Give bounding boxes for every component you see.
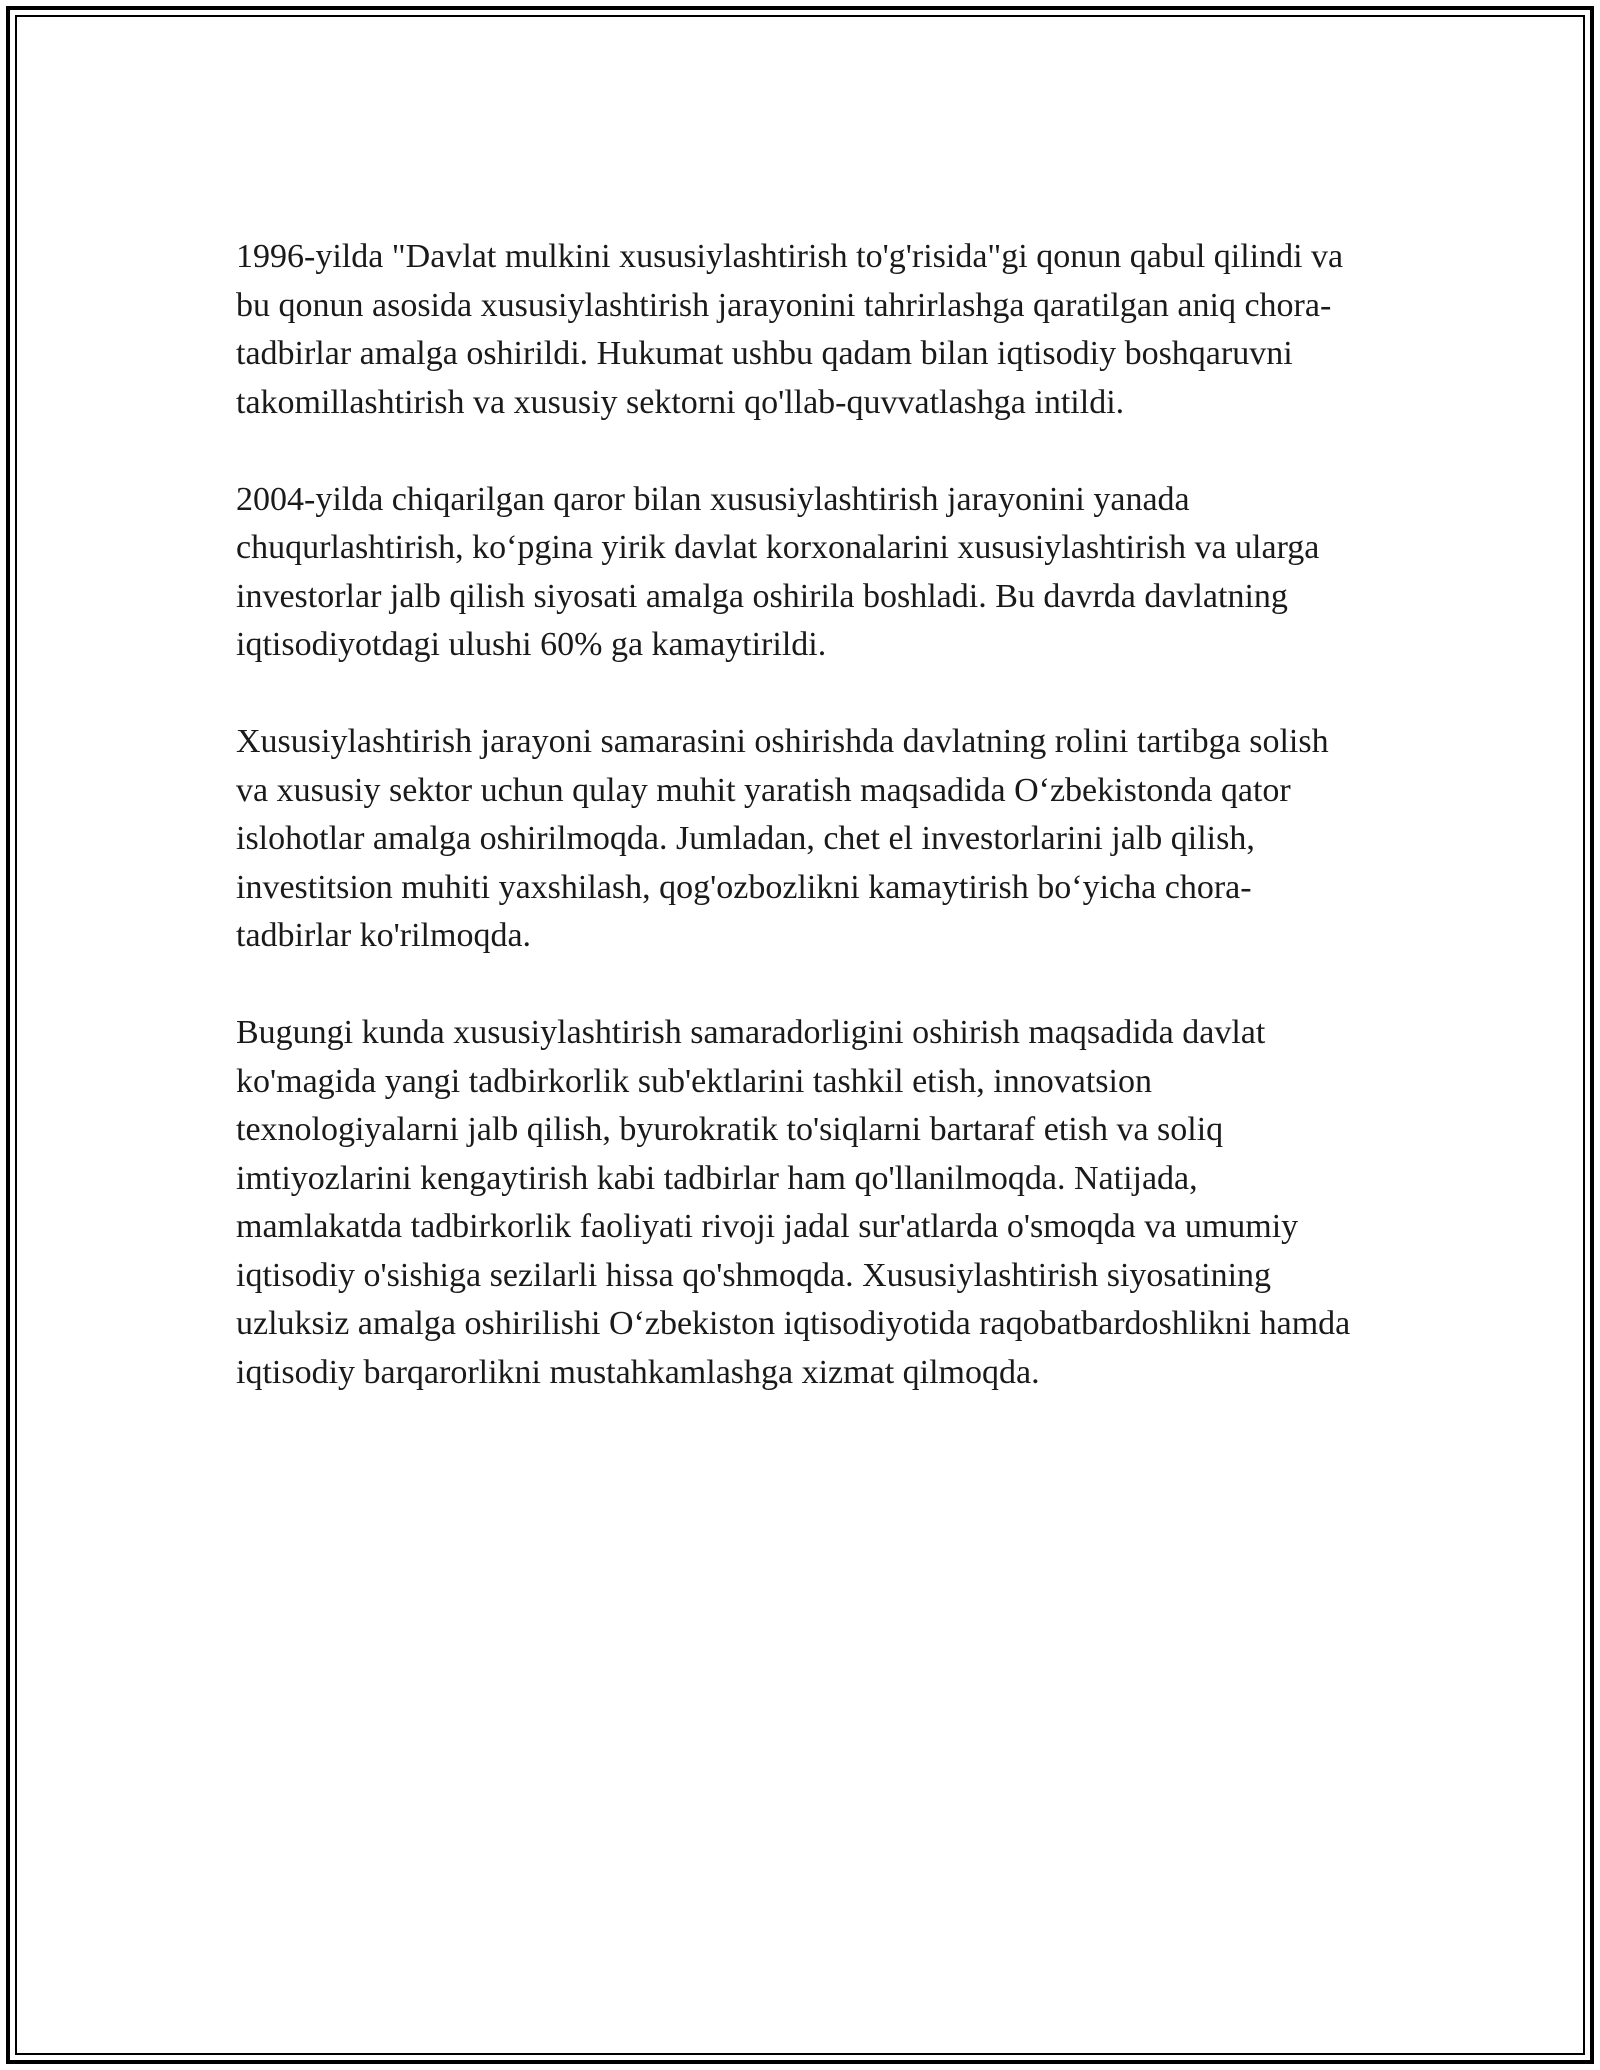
paragraph-2: 2004-yilda chiqarilgan qaror bilan xususiylashtirish jarayonini yanada chuqurlashtirish, ko‘pgina yirik davlat korxonalarini xususiylashtirish va ularga investorlar jalb qilish siyosati amalga oshirila boshladi. Bu davrda davlatning iqtisodiyotdagi ulushi 60% ga kamaytirildi.	[236, 480, 1320, 663]
paragraph-1: 1996-yilda "Davlat mulkini xususiylashtirish to'g'risida"gi qonun qabul qilindi va bu qonun asosida xususiylashtirish jarayonini tahrirlashga qaratilgan aniq chora-tadbirlar amalga oshirildi. Hukumat ushbu qadam bilan iqtisodiy boshqaruvni takomillashtirish va xususiy sektorni qo'llab-quvvatlashga intildi.	[236, 238, 1344, 421]
paragraph-3: Xususiylashtirish jarayoni samarasini oshirishda davlatning rolini tartibga solish va xususiy sektor uchun qulay muhit yaratish maqsadida O‘zbekistonda qator islohotlar amalga oshirilmoqda. Jumladan, chet el investorlarini jalb qilish, investitsion muhiti yaxshilash, qog'ozbozlikni kamaytirish bo‘yicha chora-tadbirlar ko'rilmoqda.	[236, 723, 1329, 954]
paragraph-4: Bugungi kunda xususiylashtirish samaradorligini oshirish maqsadida davlat ko'magida yangi tadbirkorlik sub'ektlarini tashkil etish, innovatsion texnologiyalarni jalb qilish, byurokratik to'siqlarni bartaraf etish va soliq imtiyozlarini kengaytirish kabi tadbirlar ham qo'llanilmoqda. Natijada, mamlakatda tadbirkorlik faoliyati rivoji jadal sur'atlarda o'smoqda va umumiy iqtisodiy o'sishiga sezilarli hissa qo'shmoqda. Xususiylashtirish siyosatining uzluksiz amalga oshirilishi O‘zbekiston iqtisodiyotida raqobatbardoshlikni hamda iqtisodiy barqarorlikni mustahkamlashga xizmat qilmoqda.	[236, 1014, 1351, 1391]
document-body	[236, 233, 1366, 1446]
